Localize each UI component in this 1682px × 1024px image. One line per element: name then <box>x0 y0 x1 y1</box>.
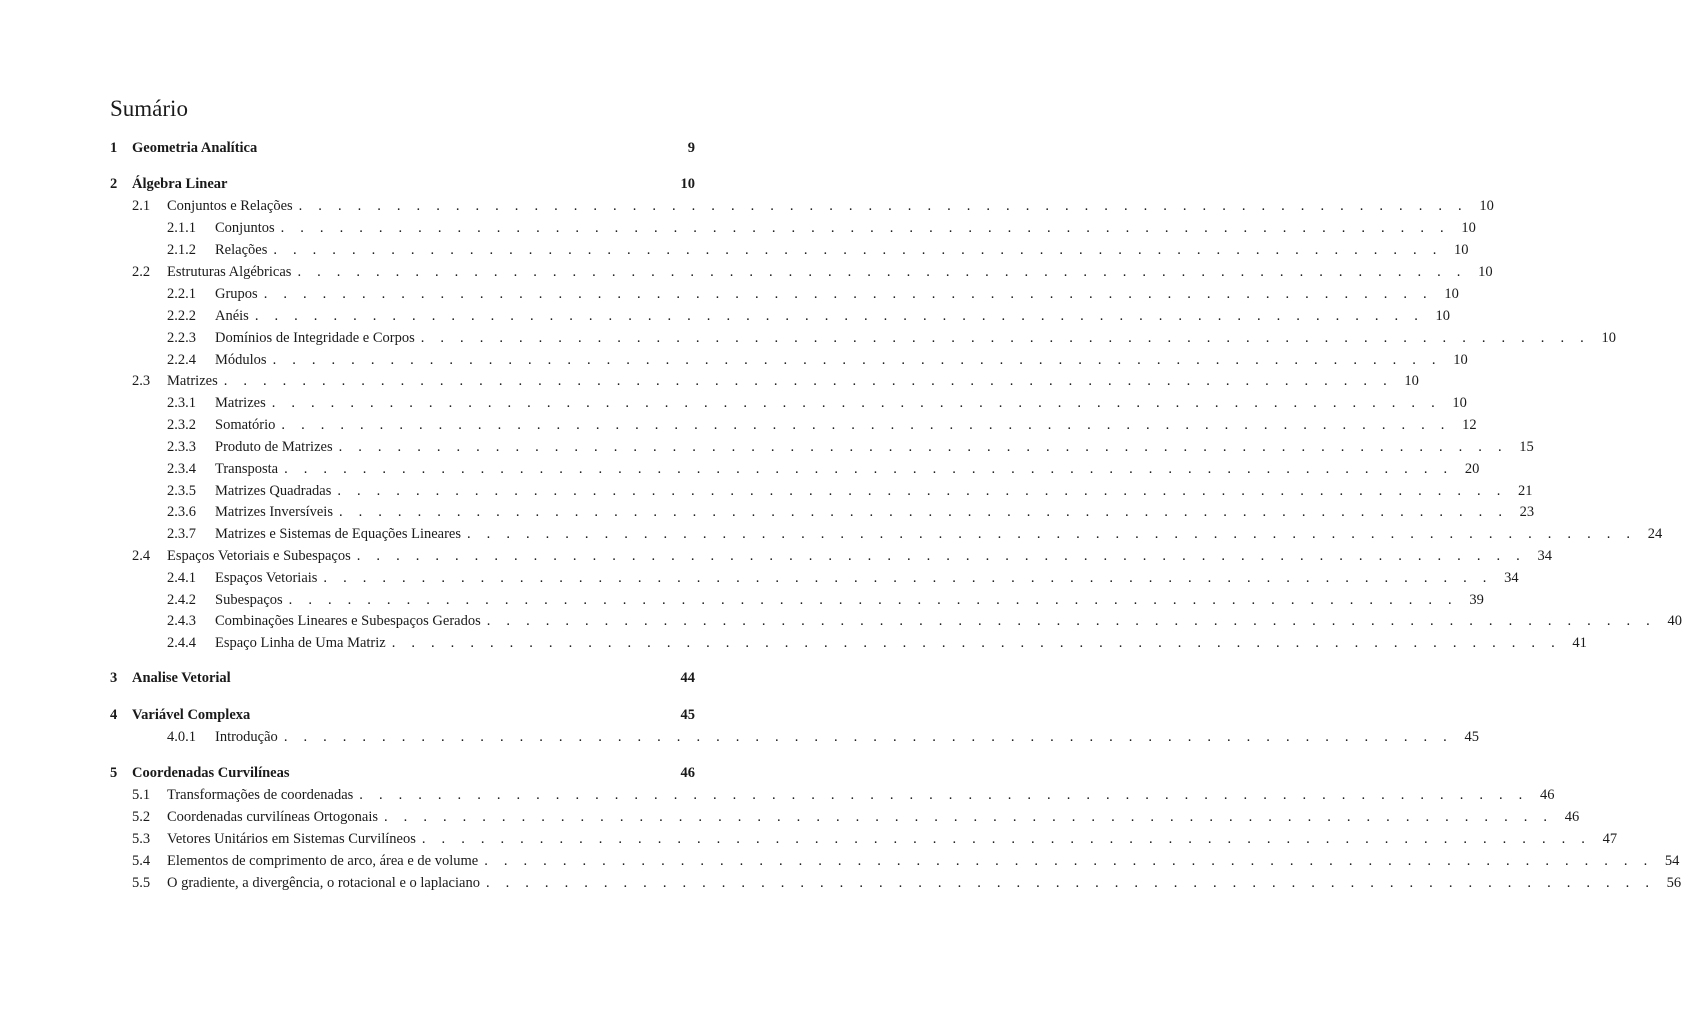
entry-title: Coordenadas curvilíneas Ortogonais <box>167 809 379 825</box>
toc-subsection[interactable] <box>110 350 1468 370</box>
entry-number: 2 <box>110 176 118 192</box>
dot-leader: . . . . . . . . . . . . . . . . . . . . . . . . . . . . . . . . . . . . . . . . . . . . . . . . . . . . . . . . . . . . <box>486 613 1656 629</box>
entry-number: 2.4.1 <box>167 570 196 586</box>
entry-page: 44 <box>680 670 695 686</box>
entry-page: 10 <box>1461 220 1476 236</box>
entry-title: Analise Vetorial <box>132 670 231 686</box>
entry-number: 4.0.1 <box>167 729 196 745</box>
entry-page: 10 <box>1478 264 1493 280</box>
dot-leader: . . . . . . . . . . . . . . . . . . . . . . . . . . . . . . . . . . . . . . . . . . . . . . . . . . . . . . . . . . . . <box>391 635 1561 651</box>
toc-subsection[interactable] <box>110 611 1682 631</box>
entry-page: 10 <box>680 176 695 192</box>
toc-subsection[interactable] <box>110 481 1533 501</box>
dot-leader: . . . . . . . . . . . . . . . . . . . . . . . . . . . . . . . . . . . . . . . . . . . . . . . . . . . . . . . . . . . . <box>420 330 1590 346</box>
dot-leader: . . . . . . . . . . . . . . . . . . . . . . . . . . . . . . . . . . . . . . . . . . . . . . . . . . . . . . . . . . . . <box>421 831 1592 847</box>
entry-page: 10 <box>1404 373 1419 389</box>
entry-number: 2.2.3 <box>167 330 196 346</box>
entry-page: 12 <box>1462 417 1477 433</box>
entry-title: Conjuntos <box>215 220 275 236</box>
entry-page: 15 <box>1519 439 1534 455</box>
entry-number: 2.2.1 <box>167 286 196 302</box>
entry-page: 47 <box>1602 831 1618 847</box>
toc-subsection[interactable] <box>110 284 1459 304</box>
entry-page: 34 <box>1504 570 1519 586</box>
dot-leader: . . . . . . . . . . . . . . . . . . . . . . . . . . . . . . . . . . . . . . . . . . . . . . . . . . . . . . . . . . . . <box>298 198 1468 214</box>
dot-leader: . . . . . . . . . . . . . . . . . . . . . . . . . . . . . . . . . . . . . . . . . . . . . . . . . . . . . . . . . . . . <box>288 592 1458 608</box>
entry-number: 5.2 <box>132 809 151 825</box>
entry-number: 2.2 <box>132 264 151 280</box>
toc-subsection[interactable] <box>110 568 1519 588</box>
entry-page: 54 <box>1664 853 1680 869</box>
entry-page: 21 <box>1518 483 1533 499</box>
dot-leader: . . . . . . . . . . . . . . . . . . . . . . . . . . . . . . . . . . . . . . . . . . . . . . . . . . . . . . . . . . . . <box>281 417 1451 433</box>
toc-subsection[interactable] <box>110 590 1484 610</box>
dot-leader: . . . . . . . . . . . . . . . . . . . . . . . . . . . . . . . . . . . . . . . . . . . . . . . . . . . . . . . . . . . . <box>263 286 1433 302</box>
entry-title: Matrizes Inversíveis <box>215 504 333 520</box>
entry-number: 1 <box>110 140 118 156</box>
entry-title: Relações <box>215 242 268 258</box>
entry-title: O gradiente, a divergência, o rotacional e o laplaciano <box>167 875 480 891</box>
dot-leader: . . . . . . . . . . . . . . . . . . . . . . . . . . . . . . . . . . . . . . . . . . . . . . . . . . . . . . . . . . . . <box>359 787 1529 803</box>
entry-page: 10 <box>1444 286 1459 302</box>
entry-title: Anéis <box>215 308 249 324</box>
entry-page: 10 <box>1435 308 1451 324</box>
toc-section[interactable] <box>110 785 1555 805</box>
toc-section[interactable] <box>110 829 1618 849</box>
entry-page: 10 <box>1454 242 1469 258</box>
toc-chapter[interactable] <box>110 763 695 783</box>
entry-number: 2.3.2 <box>167 417 196 433</box>
entry-number: 2.1 <box>132 198 151 214</box>
toc-section[interactable] <box>110 873 1682 893</box>
table-of-contents <box>110 0 1682 1024</box>
entry-title: Matrizes e Sistemas de Equações Lineares <box>215 526 462 542</box>
entry-number: 2.4 <box>132 548 151 564</box>
toc-subsection[interactable] <box>110 633 1587 653</box>
entry-title: Transposta <box>215 461 279 477</box>
entry-number: 2.3.4 <box>167 461 196 477</box>
entry-number: 5 <box>110 765 118 781</box>
toc-chapter[interactable] <box>110 668 695 688</box>
entry-number: 5.1 <box>132 787 151 803</box>
entry-number: 3 <box>110 670 118 686</box>
entry-page: 40 <box>1667 613 1682 629</box>
entry-page: 45 <box>1464 729 1479 745</box>
dot-leader: . . . . . . . . . . . . . . . . . . . . . . . . . . . . . . . . . . . . . . . . . . . . . . . . . . . . . . . . . . . . <box>484 853 1654 869</box>
entry-title: Grupos <box>215 286 258 302</box>
entry-title: Domínios de Integridade e Corpos <box>215 330 415 346</box>
entry-number: 5.4 <box>132 853 151 869</box>
dot-leader: . . . . . . . . . . . . . . . . . . . . . . . . . . . . . . . . . . . . . . . . . . . . . . . . . . . . . . . . . . . . <box>338 504 1509 520</box>
toc-section[interactable] <box>110 807 1580 827</box>
entry-number: 2.3.6 <box>167 504 196 520</box>
entry-page: 10 <box>1453 352 1468 368</box>
entry-number: 2.4.2 <box>167 592 196 608</box>
entry-title: Conjuntos e Relações <box>167 198 293 214</box>
toc-chapter[interactable] <box>110 705 695 725</box>
entry-number: 2.4.3 <box>167 613 196 629</box>
toc-subsection[interactable] <box>110 502 1535 522</box>
entry-title: Vetores Unitários em Sistemas Curvilíneos <box>167 831 416 847</box>
dot-leader: . . . . . . . . . . . . . . . . . . . . . . . . . . . . . . . . . . . . . . . . . . . . . . . . . . . . . . . . . . . . <box>272 352 1442 368</box>
entry-number: 2.2.4 <box>167 352 196 368</box>
toc-section[interactable] <box>110 546 1552 566</box>
entry-page: 34 <box>1537 548 1552 564</box>
dot-leader: . . . . . . . . . . . . . . . . . . . . . . . . . . . . . . . . . . . . . . . . . . . . . . . . . . . . . . . . . . . . <box>273 242 1443 258</box>
entry-page: 24 <box>1647 526 1663 542</box>
entry-title: Geometria Analítica <box>132 140 258 156</box>
dot-leader: . . . . . . . . . . . . . . . . . . . . . . . . . . . . . . . . . . . . . . . . . . . . . . . . . . . . . . . . . . . . <box>254 308 1425 324</box>
toc-subsection[interactable] <box>110 306 1451 326</box>
entry-title: Coordenadas Curvilíneas <box>132 765 290 781</box>
toc-subsection[interactable] <box>110 328 1616 348</box>
dot-leader: . . . . . . . . . . . . . . . . . . . . . . . . . . . . . . . . . . . . . . . . . . . . . . . . . . . . . . . . . . . . <box>356 548 1526 564</box>
entry-title: Espaços Vetoriais e Subespaços <box>167 548 351 564</box>
entry-page: 41 <box>1572 635 1587 651</box>
entry-page: 23 <box>1519 504 1535 520</box>
entry-title: Elementos de comprimento de arco, área e de volume <box>167 853 479 869</box>
entry-title: Variável Complexa <box>132 707 251 723</box>
entry-page: 46 <box>680 765 695 781</box>
toc-section[interactable] <box>110 371 1419 391</box>
entry-title: Introdução <box>215 729 278 745</box>
entry-page: 10 <box>1452 395 1467 411</box>
dot-leader: . . . . . . . . . . . . . . . . . . . . . . . . . . . . . . . . . . . . . . . . . . . . . . . . . . . . . . . . . . . . <box>338 439 1508 455</box>
entry-page: 20 <box>1464 461 1480 477</box>
entry-page: 9 <box>687 140 695 156</box>
entry-number: 2.4.4 <box>167 635 196 651</box>
entry-title: Matrizes Quadradas <box>215 483 332 499</box>
dot-leader: . . . . . . . . . . . . . . . . . . . . . . . . . . . . . . . . . . . . . . . . . . . . . . . . . . . . . . . . . . . . <box>323 570 1493 586</box>
entry-title: Espaços Vetoriais <box>215 570 318 586</box>
toc-section[interactable] <box>110 262 1493 282</box>
entry-title: Estruturas Algébricas <box>167 264 292 280</box>
dot-leader: . . . . . . . . . . . . . . . . . . . . . . . . . . . . . . . . . . . . . . . . . . . . . . . . . . . . . . . . . . . . <box>485 875 1656 891</box>
toc-section[interactable] <box>110 196 1494 216</box>
dot-leader: . . . . . . . . . . . . . . . . . . . . . . . . . . . . . . . . . . . . . . . . . . . . . . . . . . . . . . . . . . . . <box>271 395 1441 411</box>
entry-page: 56 <box>1666 875 1682 891</box>
entry-title: Somatório <box>215 417 276 433</box>
toc-subsection[interactable] <box>110 218 1476 238</box>
entry-page: 10 <box>1479 198 1494 214</box>
toc-subsection[interactable] <box>110 459 1480 479</box>
entry-page: 10 <box>1601 330 1616 346</box>
dot-leader: . . . . . . . . . . . . . . . . . . . . . . . . . . . . . . . . . . . . . . . . . . . . . . . . . . . . . . . . . . . . <box>280 220 1450 236</box>
toc-subsection[interactable] <box>110 437 1534 457</box>
entry-title: Combinações Lineares e Subespaços Gerados <box>215 613 481 629</box>
dot-leader: . . . . . . . . . . . . . . . . . . . . . . . . . . . . . . . . . . . . . . . . . . . . . . . . . . . . . . . . . . . . <box>467 526 1637 542</box>
toc-subsection[interactable] <box>110 415 1477 435</box>
entry-title: Álgebra Linear <box>132 176 228 192</box>
page-title: Sumário <box>110 96 188 121</box>
entry-title: Módulos <box>215 352 267 368</box>
entry-number: 2.1.2 <box>167 242 196 258</box>
toc-chapter[interactable] <box>110 138 695 158</box>
entry-number: 2.3.5 <box>167 483 196 499</box>
dot-leader: . . . . . . . . . . . . . . . . . . . . . . . . . . . . . . . . . . . . . . . . . . . . . . . . . . . . . . . . . . . . <box>284 461 1454 477</box>
dot-leader: . . . . . . . . . . . . . . . . . . . . . . . . . . . . . . . . . . . . . . . . . . . . . . . . . . . . . . . . . . . . <box>223 373 1393 389</box>
entry-page: 39 <box>1469 592 1484 608</box>
entry-number: 2.2.2 <box>167 308 196 324</box>
entry-number: 5.5 <box>132 875 151 891</box>
entry-title: Subespaços <box>215 592 283 608</box>
entry-page: 46 <box>1564 809 1580 825</box>
toc-subsection[interactable] <box>110 240 1469 260</box>
entry-title: Transformações de coordenadas <box>167 787 354 803</box>
entry-title: Matrizes <box>167 373 218 389</box>
entry-number: 2.3.1 <box>167 395 196 411</box>
dot-leader: . . . . . . . . . . . . . . . . . . . . . . . . . . . . . . . . . . . . . . . . . . . . . . . . . . . . . . . . . . . . <box>337 483 1507 499</box>
toc-chapter[interactable] <box>110 174 695 194</box>
entry-number: 5.3 <box>132 831 151 847</box>
dot-leader: . . . . . . . . . . . . . . . . . . . . . . . . . . . . . . . . . . . . . . . . . . . . . . . . . . . . . . . . . . . . <box>384 809 1554 825</box>
entry-page: 45 <box>680 707 695 723</box>
dot-leader: . . . . . . . . . . . . . . . . . . . . . . . . . . . . . . . . . . . . . . . . . . . . . . . . . . . . . . . . . . . . <box>283 729 1453 745</box>
toc-subsection[interactable] <box>110 393 1467 413</box>
entry-title: Matrizes <box>215 395 266 411</box>
dot-leader: . . . . . . . . . . . . . . . . . . . . . . . . . . . . . . . . . . . . . . . . . . . . . . . . . . . . . . . . . . . . <box>297 264 1467 280</box>
entry-number: 2.1.1 <box>167 220 196 236</box>
toc-subsection[interactable] <box>110 524 1663 544</box>
toc-section[interactable] <box>110 851 1680 871</box>
toc-subsection[interactable] <box>110 727 1479 747</box>
entry-title: Produto de Matrizes <box>215 439 333 455</box>
entry-number: 2.3.7 <box>167 526 196 542</box>
entry-number: 2.3.3 <box>167 439 196 455</box>
entry-title: Espaço Linha de Uma Matriz <box>215 635 386 651</box>
entry-number: 4 <box>110 707 118 723</box>
entry-number: 2.3 <box>132 373 151 389</box>
entry-page: 46 <box>1539 787 1555 803</box>
